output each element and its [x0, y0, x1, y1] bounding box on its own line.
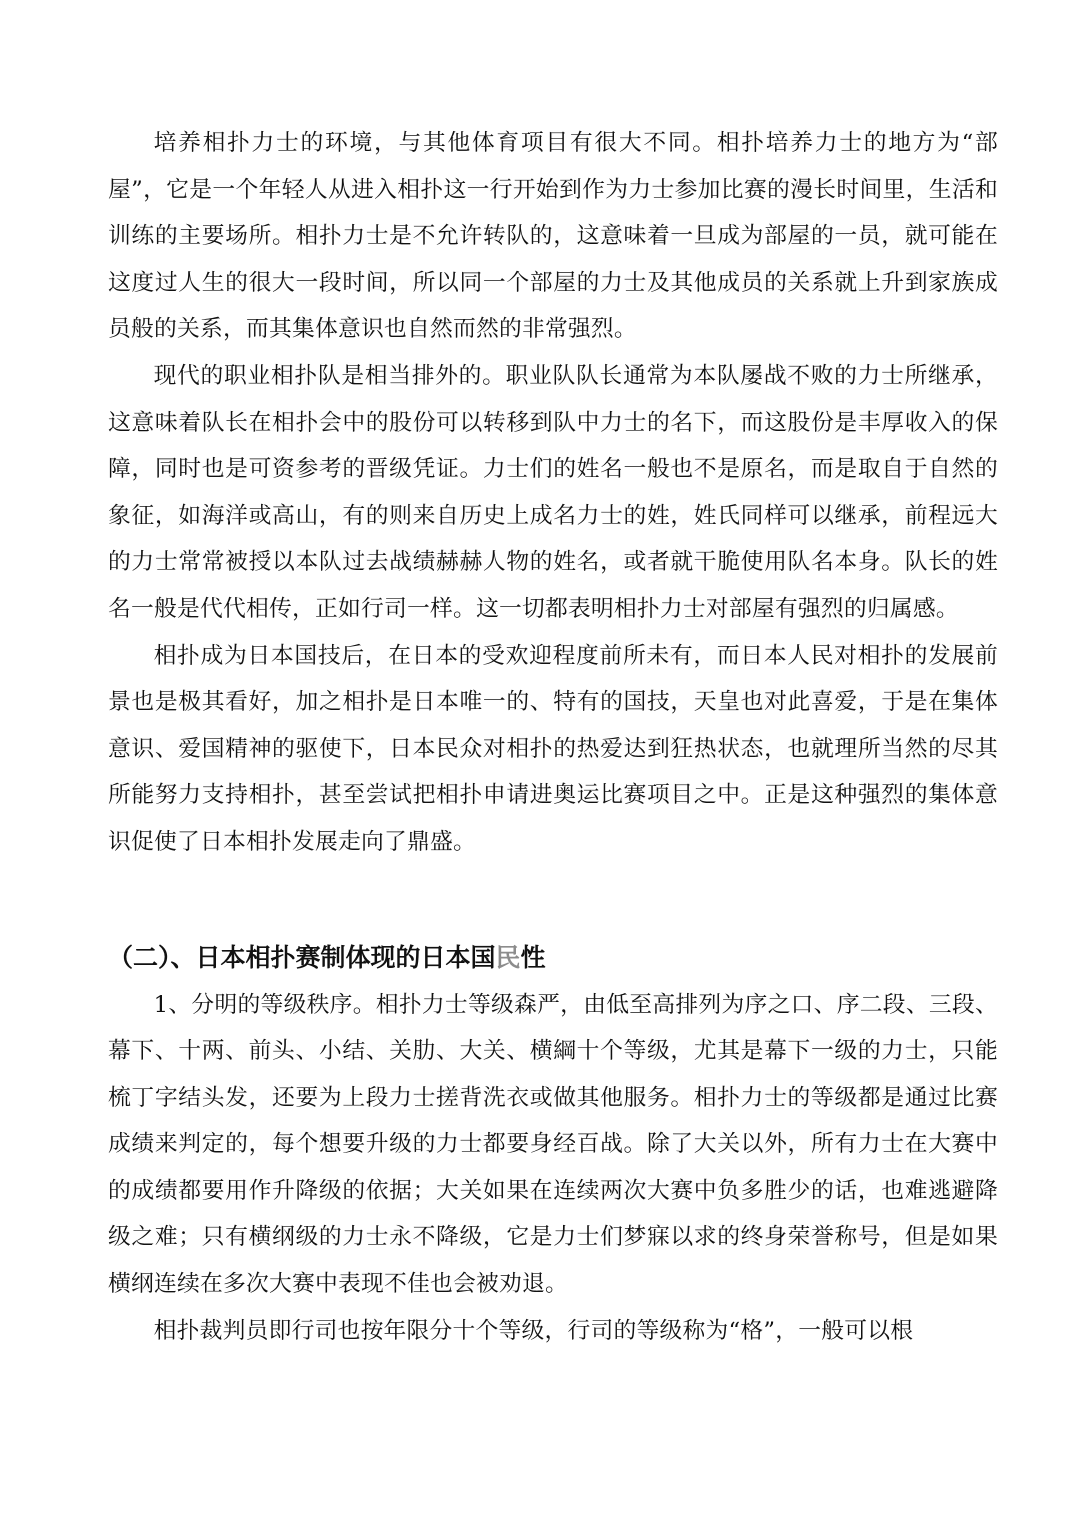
document-page: [108, 120, 998, 1354]
section-heading-part-3: 性: [520, 942, 546, 972]
paragraph-referee-ranks: 相扑裁判员即行司也按年限分十个等级，行司的等级称为“格”，一般可以根: [153, 1317, 914, 1344]
paragraph-rank-order: 1、分明的等级秩序。相扑力士等级森严，由低至高排列为序之口、序二段、三段、幕下、十两、前头、小结、关肋、大关、横綱十个等级，尤其是幕下一级的力士，只能梳丁字结头发，还要为上段力士搓背洗衣或做其他服务。相扑力士的等级都是通过比赛成绩来判定的，每个想要升级的力士都要身经百战。除了大关以外，所有力士在大赛中的成绩都要用作升降级的依据；大关如果在连续两次大赛中负多胜少的话，也难逃避降级之难；只有横纲级的力士永不降级，它是力士们梦寐以求的终身荣誉称号，但是如果横纲连续在多次大赛中表现不佳也会被劝退。: [108, 991, 998, 1298]
paragraph-national-sport: 相扑成为日本国技后，在日本的受欢迎程度前所未有，而日本人民对相扑的发展前景也是极其看好，加之相扑是日本唯一的、特有的国技，天皇也对此喜爱，于是在集体意识、爱国精神的驱使下，日本民众对相扑的热爱达到狂热状态，也就理所当然的尽其所能努力支持相扑，甚至尝试把相扑申请进奥运比赛项目之中。正是这种强烈的集体意识促使了日本相扑发展走向了鼎盛。: [108, 642, 998, 855]
paragraph-professional-teams: 现代的职业相扑队是相当排外的。职业队队长通常为本队屡战不败的力士所继承，这意味着队长在相扑会中的股份可以转移到队中力士的名下，而这股份是丰厚收入的保障，同时也是可资参考的晋级凭证。力士们的姓名一般也不是原名，而是取自于自然的象征，如海洋或高山，有的则来自历史上成名力士的姓，姓氏同样可以继承，前程远大的力士常常被授以本队过去战绩赫赫人物的姓名，或者就干脆使用队名本身。队长的姓名一般是代代相传，正如行司一样。这一切都表明相扑力士对部屋有强烈的归属感。: [108, 362, 998, 622]
section-heading-part-2: 民: [495, 942, 521, 972]
paragraph-training-environment: 培养相扑力士的环境，与其他体育项目有很大不同。相扑培养力士的地方为“部屋”，它是一个年轻人从进入相扑这一行开始到作为力士参加比赛的漫长时间里，生活和训练的主要场所。相扑力士是不允许转队的，这意味着一旦成为部屋的一员，就可能在这度过人生的很大一段时间，所以同一个部屋的力士及其他成员的关系就上升到家族成员般的关系，而其集体意识也自然而然的非常强烈。: [108, 130, 998, 343]
section-heading-part-1: （二）、日本相扑赛制体现的日本国: [108, 942, 496, 972]
section-heading: [108, 938, 998, 978]
